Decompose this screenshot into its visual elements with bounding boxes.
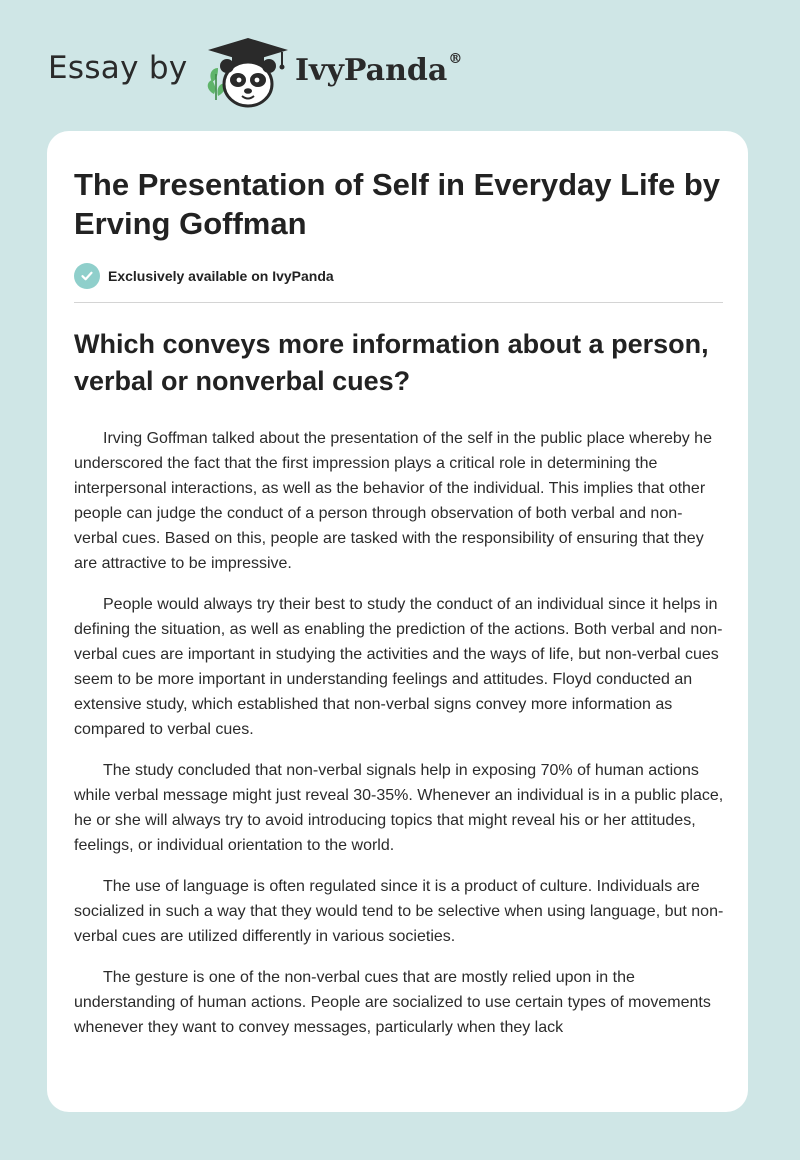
site-header — [48, 34, 548, 114]
essay-by-label: Essay by — [48, 50, 188, 86]
paragraph: The study concluded that non-verbal signals help in exposing 70% of human actions while verbal message might just reveal 30-35%. Whenever an individual is in a public place, he or she will always try to avoid introducing topics that might reveal his or her attitudes, feelings, or individual orientation to the world. — [74, 762, 724, 854]
paragraph: People would always try their best to study the conduct of an individual since it helps in defining the situation, as well as enabling the prediction of the actions. Both verbal and non-verbal cues are important in studying the activities and the ways of life, but non-verbal cues seem to be more important in understanding feelings and attitudes. Floyd conducted an extensive study, which established that non-verbal signs convey more information as compared to verbal cues. — [74, 596, 723, 738]
brand-name[interactable]: IvyPanda® — [295, 51, 463, 88]
essay-card — [47, 131, 748, 1112]
paragraph: The use of language is often regulated since it is a product of culture. Individuals are socialized in such a way that they would tend to be selective when using language, but non-verbal cues are utilized differently in various societies. — [74, 878, 724, 945]
paragraph: The gesture is one of the non-verbal cues that are mostly relied upon in the understanding of human actions. People are socialized to use certain types of movements whenever they want to convey messages, particularly when they lack — [74, 969, 711, 1036]
section-heading: Which conveys more information about a person, verbal or nonverbal cues? — [74, 329, 709, 396]
check-circle-icon — [74, 263, 100, 289]
exclusive-badge-label: Exclusively available on IvyPanda — [108, 268, 334, 284]
panda-graduate-logo-icon[interactable] — [202, 34, 294, 110]
essay-title: The Presentation of Self in Everyday Life by Erving Goffman — [74, 167, 721, 241]
exclusive-badge — [74, 263, 334, 289]
essay-body — [74, 426, 724, 1056]
registered-mark: ® — [448, 51, 463, 67]
paragraph: Irving Goffman talked about the presentation of the self in the public place whereby he underscored the fact that the first impression plays a critical role in determining the interpersonal interactions, as well as the behavior of the individual. This implies that other people can judge the conduct of a person through observation of both verbal and non-verbal cues. Based on this, people are tasked with the responsibility of ensuring that they are attractive to be impressive. — [74, 430, 712, 572]
divider — [74, 302, 723, 303]
